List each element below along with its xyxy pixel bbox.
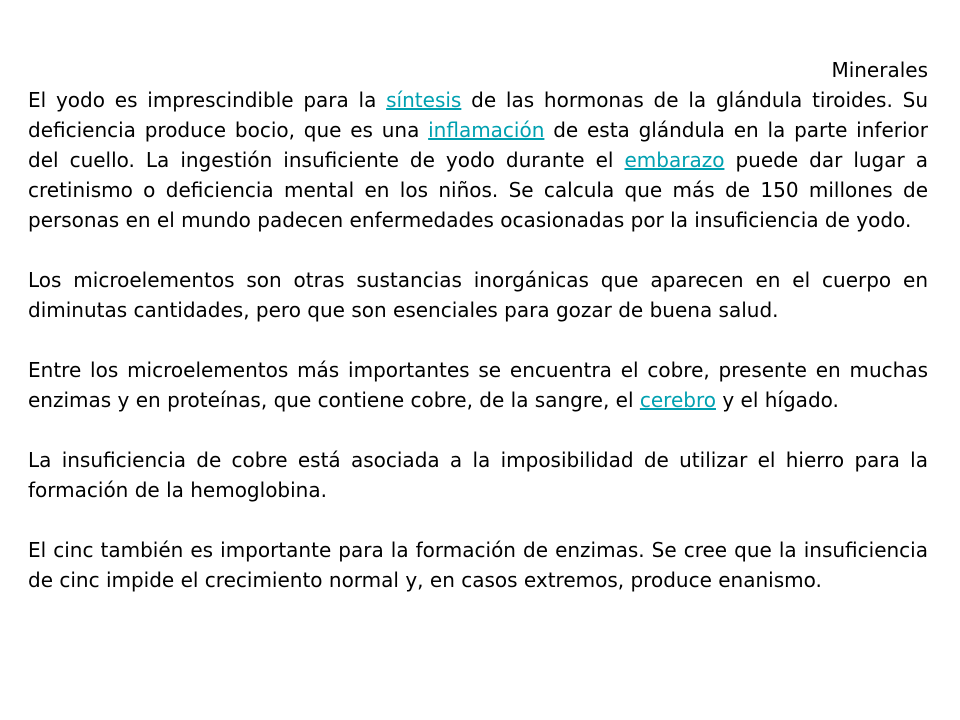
paragraph-text: El yodo es imprescindible para la xyxy=(28,88,387,112)
link-inflamacion[interactable]: inflamación xyxy=(428,118,545,142)
paragraph-copper-deficiency: La insuficiencia de cobre está asociada a la imposibilidad de utilizar el hierro para la formación de la hemoglobina. xyxy=(28,448,928,502)
paragraph-iodine xyxy=(28,85,928,235)
paragraph-text: puede dar lugar a cretinismo o deficiencia mental en los niños. Se calcula que más de 150 millones de personas en el mundo padecen enfermedades ocasionadas por la insuficiencia de yodo. xyxy=(28,148,928,232)
paragraph-text: y el hígado. xyxy=(715,388,839,412)
paragraph-text: de esta glándula en la parte inferior del cuello. La ingestión insuficiente de yodo durante el xyxy=(28,118,928,172)
link-embarazo[interactable]: embarazo xyxy=(624,148,725,172)
paragraph-zinc: El cinc también es importante para la formación de enzimas. Se cree que la insuficiencia de cinc impide el crecimiento normal y, en casos extremos, produce enanismo. xyxy=(28,538,928,592)
link-cerebro[interactable]: cerebro xyxy=(639,388,716,412)
paragraph-text: de las hormonas de la glándula tiroides. Su deficiencia produce bocio, que es una xyxy=(28,88,928,142)
paragraph-microelements: Los microelementos son otras sustancias inorgánicas que aparecen en el cuerpo en diminutas cantidades, pero que son esenciales para gozar de buena salud. xyxy=(28,268,928,322)
paragraph-copper xyxy=(28,355,928,415)
link-sintesis[interactable]: síntesis xyxy=(386,88,462,112)
page-title: Minerales xyxy=(831,58,928,82)
paragraph-text: Entre los microelementos más importantes se encuentra el cobre, presente en muchas enzimas y en proteínas, que contiene cobre, de la sangre, el xyxy=(28,358,928,412)
